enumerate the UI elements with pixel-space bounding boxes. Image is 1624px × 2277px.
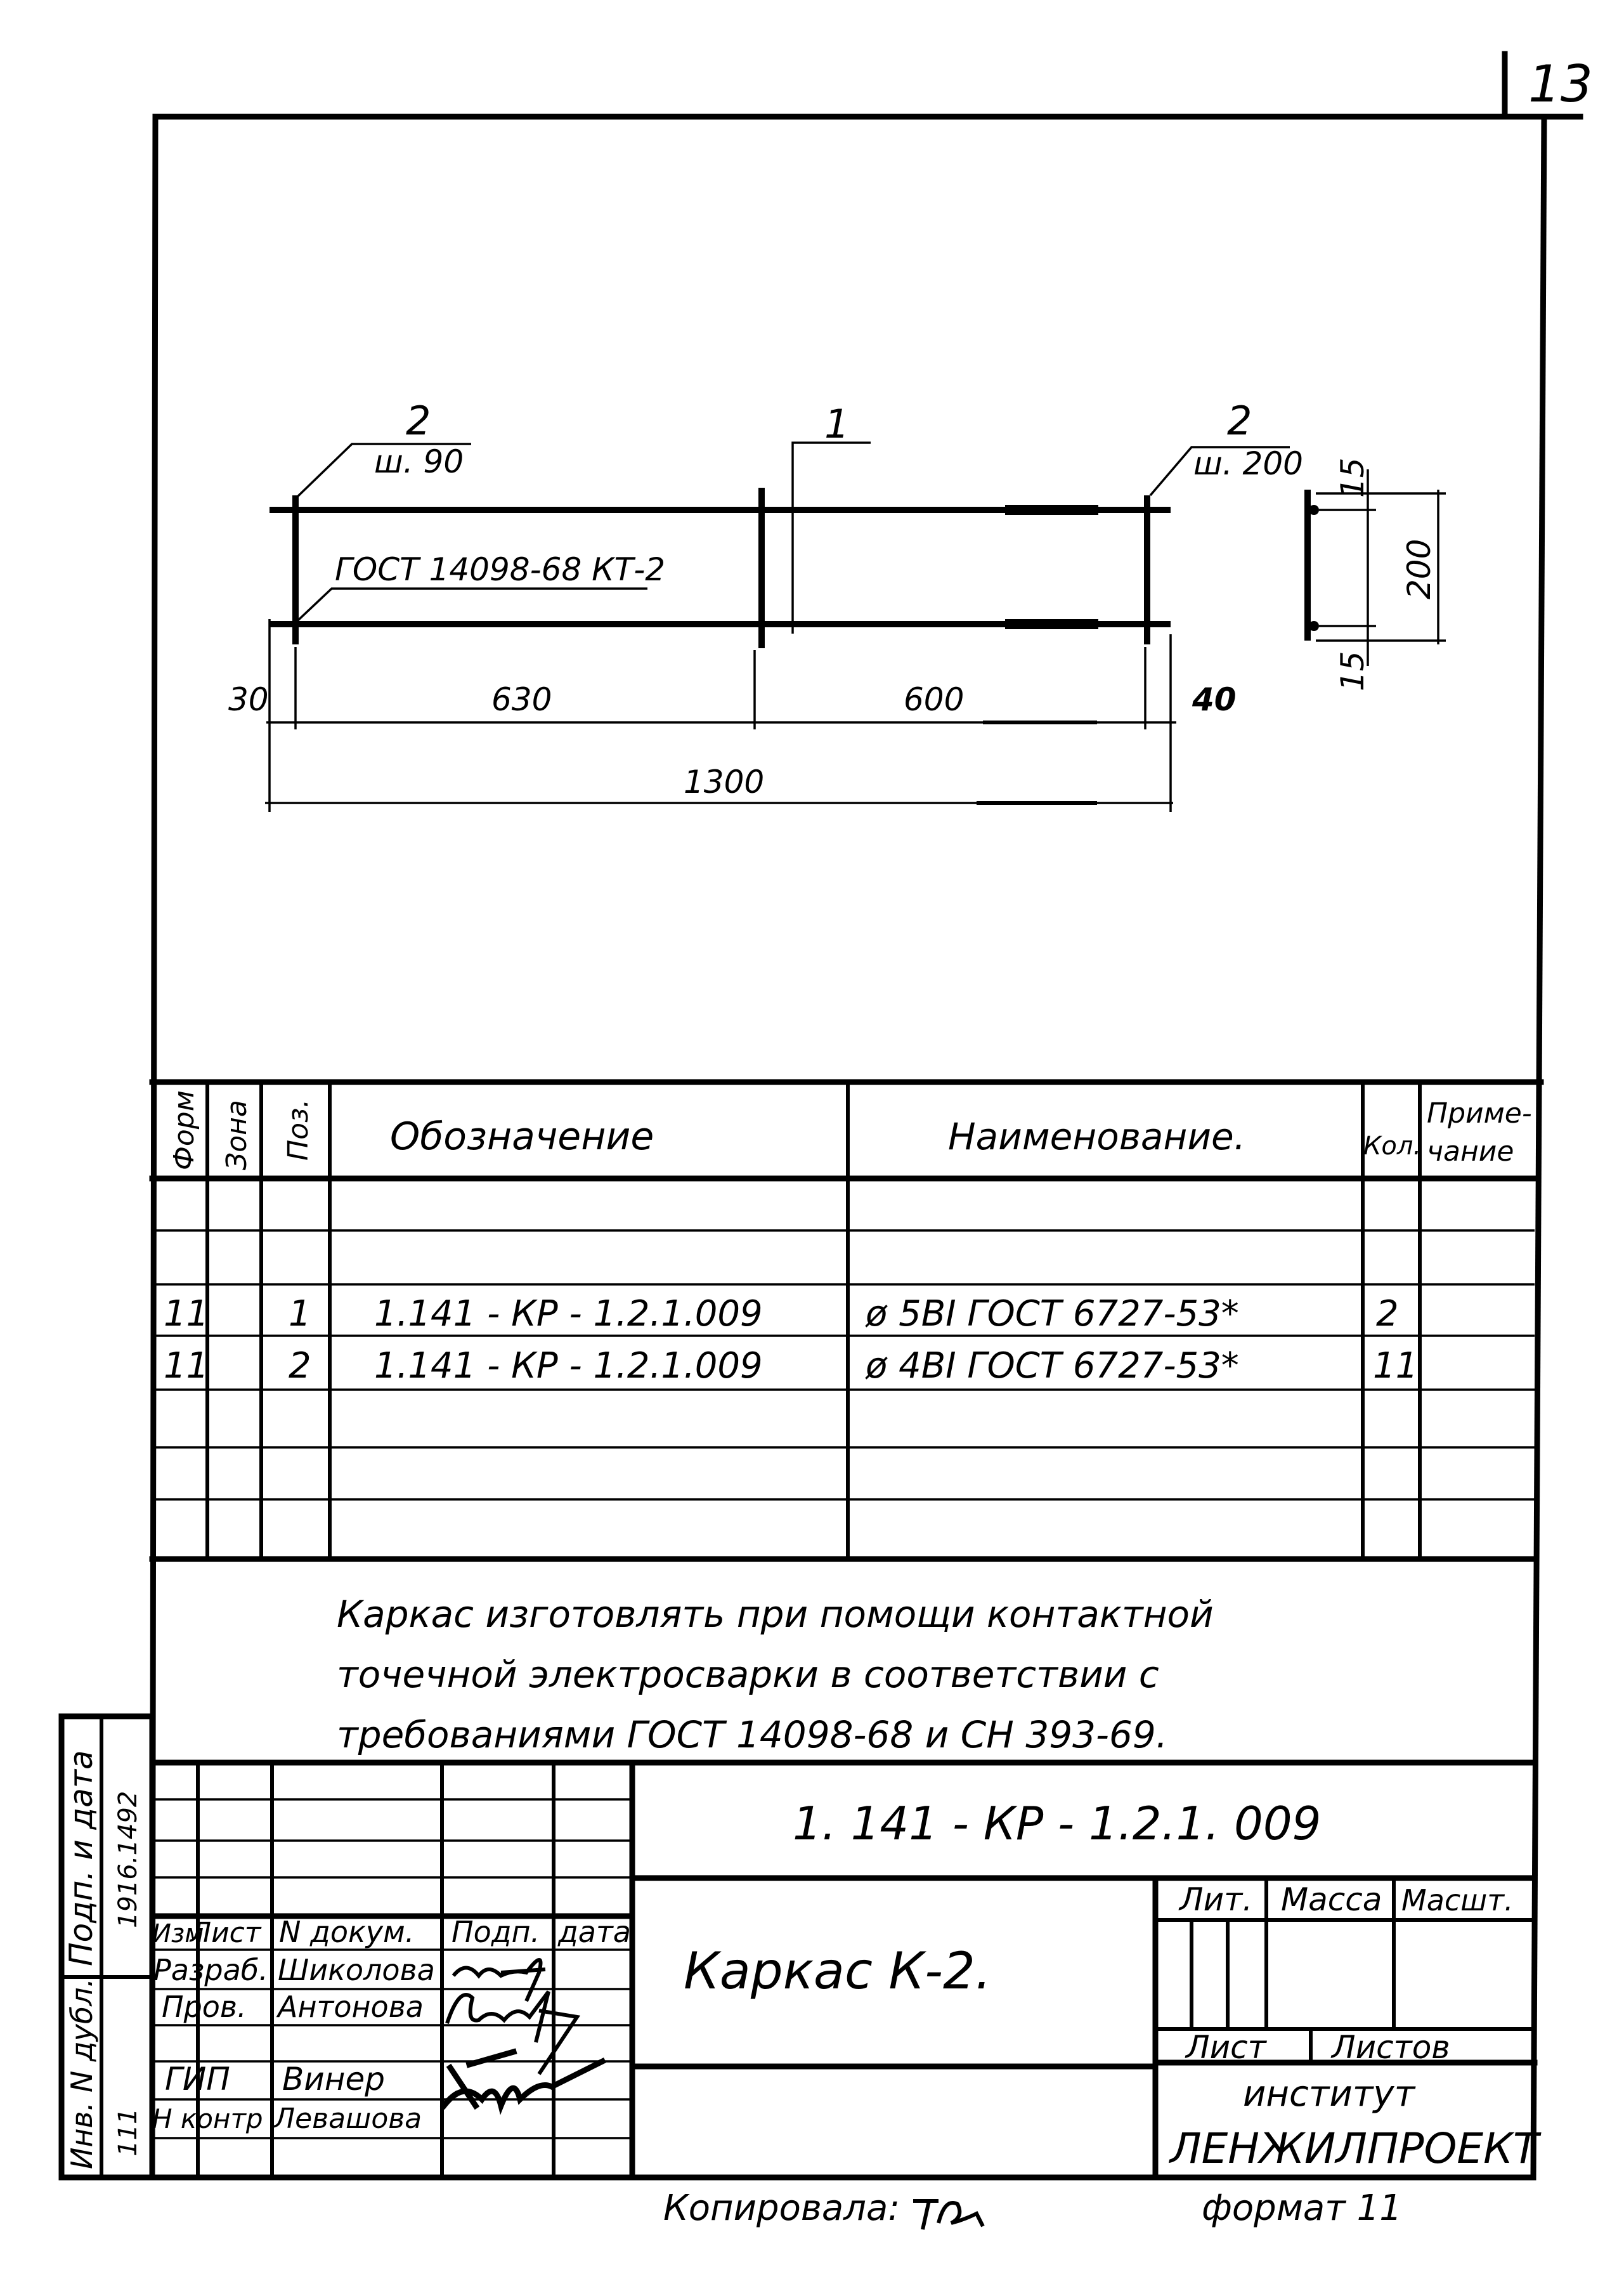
header-qty: Кол. [1363,1132,1422,1161]
label-mass: Масса [1281,1881,1382,1918]
section-dim-200: 200 [1401,538,1438,599]
row-pos: 1 [289,1293,311,1334]
cage-drawing [228,398,1446,812]
copyist-signature [913,2201,983,2229]
callout-mid-pos: 1 [824,401,850,447]
dim-600: 600 [904,681,965,718]
format-label: формат 11 [1202,2188,1402,2229]
header-designation: Обозначение [390,1114,654,1159]
sign-date-value: 1916.1492 [114,1791,143,1928]
sign-date-label: Подп. и дата [63,1750,100,1966]
row-pos: 2 [289,1345,311,1386]
document-code: 1. 141 - КР - 1.2.1. 009 [793,1797,1322,1850]
role-name: Шиколова [278,1953,435,1987]
row-format: 11 [164,1345,209,1386]
specification-table [152,1082,1541,1559]
dim-30: 30 [228,681,269,718]
inv-dup-value: 111 [114,2108,143,2156]
dimension-chain [228,619,1237,812]
dim-40: 40 [1192,681,1237,718]
drawing-title: Каркас К-2. [684,1941,992,2000]
row-name: ø 5ВI ГОСТ 6727-53* [866,1293,1239,1334]
table-row [164,1345,1418,1386]
label-lit: Лит. [1179,1881,1253,1918]
note-line: точечной электросварки в соответствии с [337,1653,1159,1696]
header-note-2: чание [1427,1135,1514,1168]
note-line: требованиями ГОСТ 14098-68 и СН 393-69. [337,1713,1168,1756]
header-pos: Поз. [282,1099,315,1161]
header-zone: Зона [221,1100,253,1170]
title-block [152,1763,1542,2177]
role-name: Винер [282,2061,385,2098]
row-qty: 2 [1376,1293,1399,1334]
callout-left-step: ш. 90 [374,443,464,480]
role-row [165,2052,602,2106]
header-note-1: Приме- [1427,1097,1532,1130]
callout-left-pos: 2 [406,398,431,444]
signature-scribble [444,2052,602,2106]
label-change: Изм [152,1919,204,1948]
institute-name: ЛЕНЖИЛПРОЕКТ [1170,2124,1539,2173]
note-line: Каркас изготовлять при помощи контактной [337,1593,1214,1636]
weld-note: ГОСТ 14098-68 КТ-2 [335,551,666,588]
role-label: Н контр [152,2103,263,2134]
role-row [152,2103,422,2135]
role-name: Левашова [274,2103,422,2135]
row-name: ø 4ВI ГОСТ 6727-53* [866,1345,1239,1386]
callout-right-step: ш. 200 [1193,445,1303,482]
footer [663,2188,1402,2229]
dim-1300: 1300 [684,764,765,800]
sheet-number: 13 [1528,55,1593,114]
side-strip [62,1716,152,2177]
row-designation: 1.141 - КР - 1.2.1.009 [374,1345,763,1386]
inv-dup-label: Инв. N дубл. [65,1978,99,2169]
cage-section [1308,457,1446,691]
sheet-number-box [1505,54,1593,117]
label-sheet: Лист [190,1917,261,1949]
label-sheet-no: Лист [1186,2029,1266,2066]
label-sheets-total: Листов [1332,2029,1450,2066]
section-dim-15-bottom: 15 [1334,651,1371,691]
section-dim-15-top: 15 [1334,457,1371,498]
callout-right-pos: 2 [1227,398,1252,444]
row-format: 11 [164,1293,209,1334]
header-format: Форм [168,1090,200,1170]
label-signature: Подп. [451,1915,540,1949]
technical-notes [337,1593,1214,1756]
label-date: дата [558,1915,631,1949]
label-scale: Масшт. [1401,1883,1514,1917]
role-label: ГИП [165,2061,230,2098]
copied-by-label: Копировала: [663,2188,900,2229]
label-doc-no: N докум. [279,1915,415,1949]
header-name: Наименование. [948,1115,1246,1158]
institute-label: институт [1243,2073,1415,2115]
table-row [164,1293,1399,1334]
dim-630: 630 [491,681,552,718]
role-label: Пров. [162,1990,247,2024]
role-label: Разраб. [153,1953,268,1987]
role-name: Антонова [278,1990,424,2024]
row-qty: 11 [1373,1345,1419,1386]
row-designation: 1.141 - КР - 1.2.1.009 [374,1293,763,1334]
